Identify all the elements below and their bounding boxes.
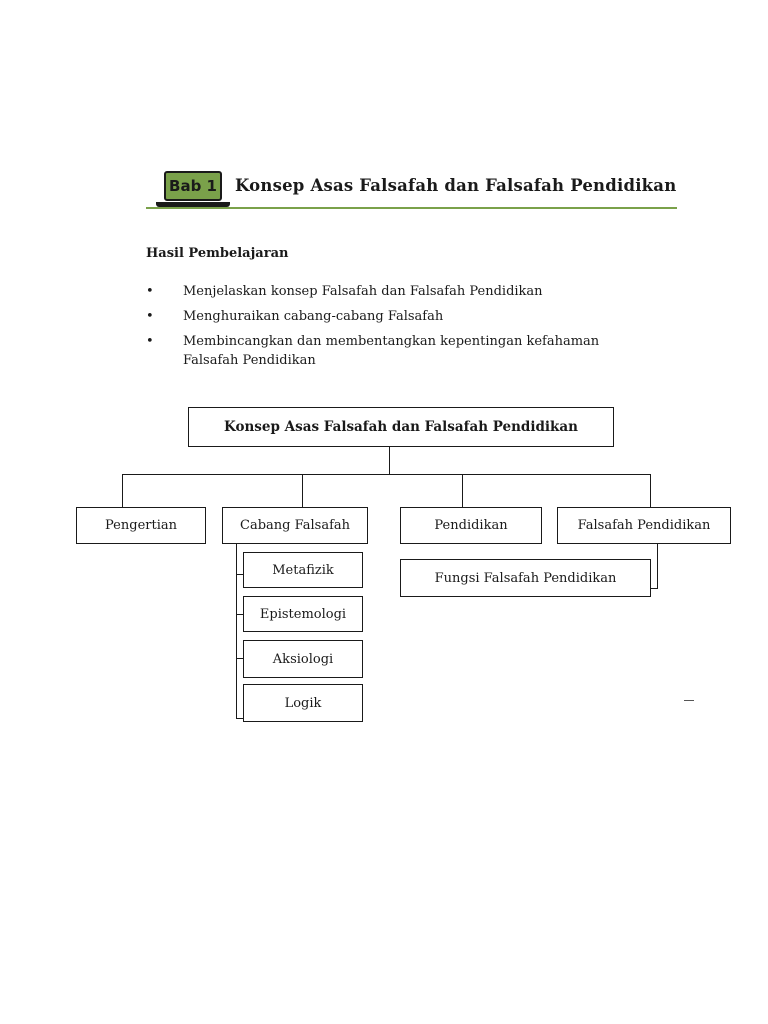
list-item bbox=[146, 332, 666, 370]
bullet-icon: • bbox=[146, 309, 154, 324]
outcome-text: Menghuraikan cabang-cabang Falsafah bbox=[183, 309, 444, 324]
header-divider bbox=[146, 207, 677, 209]
connector-root-down bbox=[389, 447, 390, 474]
branch-cabang-falsafah: Cabang Falsafah bbox=[222, 507, 368, 544]
branch-pengertian: Pengertian bbox=[76, 507, 206, 544]
connector-fungsi bbox=[657, 543, 658, 588]
outcome-text: Menjelaskan konsep Falsafah dan Falsafah Pendidikan bbox=[183, 284, 543, 299]
diagram-root: Konsep Asas Falsafah dan Falsafah Pendidikan bbox=[188, 407, 614, 447]
outcome-text: Membincangkan dan membentangkan kepentingan kefahaman Falsafah Pendidikan bbox=[183, 334, 600, 368]
chapter-title: Konsep Asas Falsafah dan Falsafah Pendidikan bbox=[235, 176, 677, 195]
connector-falsafah-pendidikan bbox=[650, 474, 651, 508]
leaf-metafizik: Metafizik bbox=[243, 552, 363, 588]
connector-pendidikan bbox=[462, 474, 463, 508]
list-item bbox=[146, 282, 666, 301]
connector-pengertian bbox=[122, 474, 123, 508]
leaf-epistemologi: Epistemologi bbox=[243, 596, 363, 632]
leaf-aksiologi: Aksiologi bbox=[243, 640, 363, 678]
branch-pendidikan: Pendidikan bbox=[400, 507, 542, 544]
connector-fungsi-h bbox=[650, 588, 658, 589]
branch-falsafah-pendidikan: Falsafah Pendidikan bbox=[557, 507, 731, 544]
bullet-icon: • bbox=[146, 284, 154, 299]
chapter-badge: Bab 1 bbox=[164, 171, 222, 201]
outcomes-list bbox=[146, 282, 666, 376]
bullet-icon: • bbox=[146, 334, 154, 349]
list-item bbox=[146, 307, 666, 326]
leaf-fungsi-falsafah-pendidikan: Fungsi Falsafah Pendidikan bbox=[400, 559, 651, 597]
stray-dash-mark bbox=[684, 700, 694, 701]
leaf-logik: Logik bbox=[243, 684, 363, 722]
connector-cabang bbox=[302, 474, 303, 508]
outcomes-heading: Hasil Pembelajaran bbox=[146, 246, 289, 261]
connector-horizontal bbox=[122, 474, 651, 475]
connector-cabang-vertical bbox=[236, 543, 237, 718]
